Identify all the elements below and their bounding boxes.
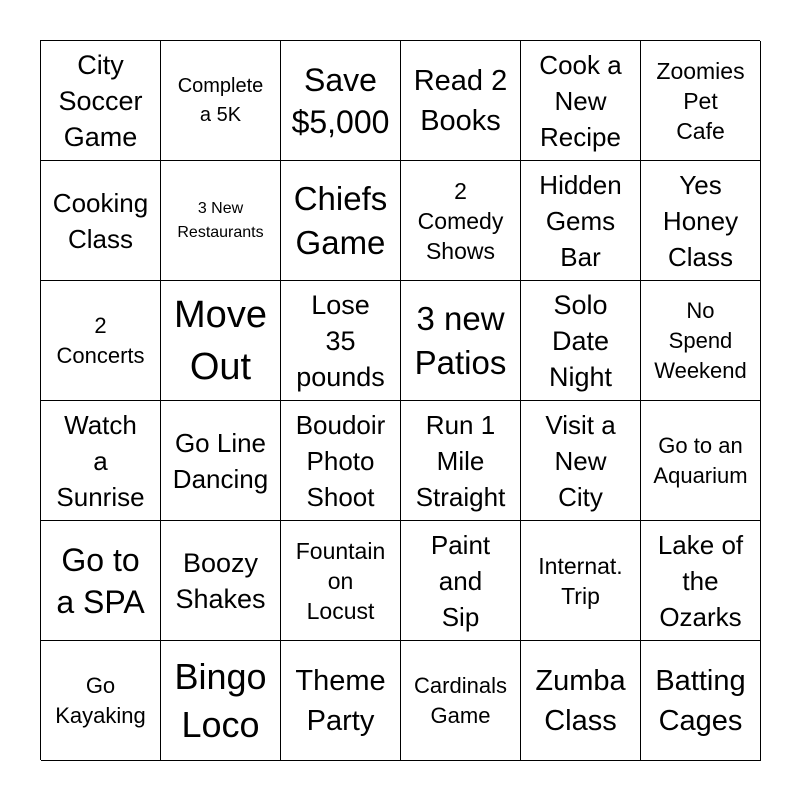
bingo-cell[interactable] xyxy=(161,401,281,521)
bingo-cell[interactable] xyxy=(41,521,161,641)
bingo-cell[interactable] xyxy=(521,401,641,521)
bingo-cell-label: Run 1 Mile Straight xyxy=(415,409,506,512)
bingo-cell-label: Cook a New Recipe xyxy=(539,49,622,152)
bingo-cell[interactable] xyxy=(161,281,281,401)
bingo-cell-label: Zoomies Pet Cafe xyxy=(656,57,745,144)
bingo-cell[interactable] xyxy=(641,41,761,161)
bingo-cell[interactable] xyxy=(401,521,521,641)
bingo-cell-label: Go to a SPA xyxy=(56,541,145,620)
bingo-cell[interactable] xyxy=(521,41,641,161)
bingo-cell[interactable] xyxy=(281,161,401,281)
bingo-cell[interactable] xyxy=(401,401,521,521)
bingo-cell[interactable] xyxy=(41,41,161,161)
bingo-cell[interactable] xyxy=(521,521,641,641)
bingo-cell[interactable] xyxy=(161,41,281,161)
bingo-cell-label: 3 New Restaurants xyxy=(177,199,264,241)
bingo-cell-label: Hidden Gems Bar xyxy=(539,169,622,272)
bingo-cell-label: Boudoir Photo Shoot xyxy=(295,409,386,512)
bingo-cell-label: Fountain on Locust xyxy=(295,537,386,624)
bingo-cell[interactable] xyxy=(641,161,761,281)
bingo-cell-label: Zumba Class xyxy=(535,664,626,737)
bingo-cell[interactable] xyxy=(161,161,281,281)
bingo-cell-label: Move Out xyxy=(174,293,267,388)
bingo-cell[interactable] xyxy=(641,281,761,401)
bingo-cell[interactable] xyxy=(641,521,761,641)
bingo-cell[interactable] xyxy=(401,641,521,761)
bingo-cell[interactable] xyxy=(161,641,281,761)
bingo-cell[interactable] xyxy=(641,401,761,521)
bingo-cell-label: Internat. Trip xyxy=(538,552,623,609)
bingo-cell-label: Visit a New City xyxy=(545,409,616,512)
bingo-cell[interactable] xyxy=(401,281,521,401)
bingo-cell-label: Complete a 5K xyxy=(177,74,264,126)
bingo-cell[interactable] xyxy=(521,281,641,401)
bingo-cell[interactable] xyxy=(641,641,761,761)
bingo-board xyxy=(40,40,760,760)
bingo-cell[interactable] xyxy=(281,281,401,401)
bingo-cell[interactable] xyxy=(41,401,161,521)
bingo-cell-label: Read 2 Books xyxy=(413,64,508,137)
bingo-cell-label: No Spend Weekend xyxy=(654,297,747,383)
bingo-cell[interactable] xyxy=(521,161,641,281)
bingo-cell-label: Lake of the Ozarks xyxy=(657,529,744,632)
bingo-cell-label: Go to an Aquarium xyxy=(653,432,748,488)
bingo-cell-label: 2 Concerts xyxy=(56,312,145,368)
bingo-cell-label: Go Kayaking xyxy=(55,672,146,728)
bingo-cell-label: Chiefs Game xyxy=(293,179,388,261)
bingo-cell[interactable] xyxy=(281,641,401,761)
bingo-cell-label: Bingo Loco xyxy=(174,655,267,745)
bingo-cell[interactable] xyxy=(401,41,521,161)
bingo-cell-label: Solo Date Night xyxy=(548,289,613,392)
bingo-cell-label: 3 new Patios xyxy=(414,299,507,381)
bingo-cell[interactable] xyxy=(281,41,401,161)
bingo-cell-label: Batting Cages xyxy=(655,664,746,737)
bingo-cell-label: Cooking Class xyxy=(52,187,149,254)
bingo-cell[interactable] xyxy=(41,281,161,401)
bingo-cell-label: Watch a Sunrise xyxy=(56,409,145,512)
bingo-cell[interactable] xyxy=(41,641,161,761)
bingo-cell-label: 2 Comedy Shows xyxy=(417,177,504,264)
bingo-cell[interactable] xyxy=(401,161,521,281)
bingo-cell-label: Boozy Shakes xyxy=(175,547,266,614)
bingo-cell[interactable] xyxy=(281,521,401,641)
bingo-cell-label: Yes Honey Class xyxy=(662,169,739,272)
bingo-cell[interactable] xyxy=(161,521,281,641)
bingo-cell[interactable] xyxy=(41,161,161,281)
bingo-cell-label: Theme Party xyxy=(295,664,386,737)
bingo-cell-label: Paint and Sip xyxy=(430,529,491,632)
bingo-cell-label: Save $5,000 xyxy=(291,61,390,140)
bingo-cell[interactable] xyxy=(521,641,641,761)
bingo-cell[interactable] xyxy=(281,401,401,521)
bingo-cell-label: Cardinals Game xyxy=(414,672,507,728)
bingo-cell-label: Go Line Dancing xyxy=(172,427,269,494)
bingo-cell-label: City Soccer Game xyxy=(58,49,143,152)
bingo-cell-label: Lose 35 pounds xyxy=(296,289,385,392)
